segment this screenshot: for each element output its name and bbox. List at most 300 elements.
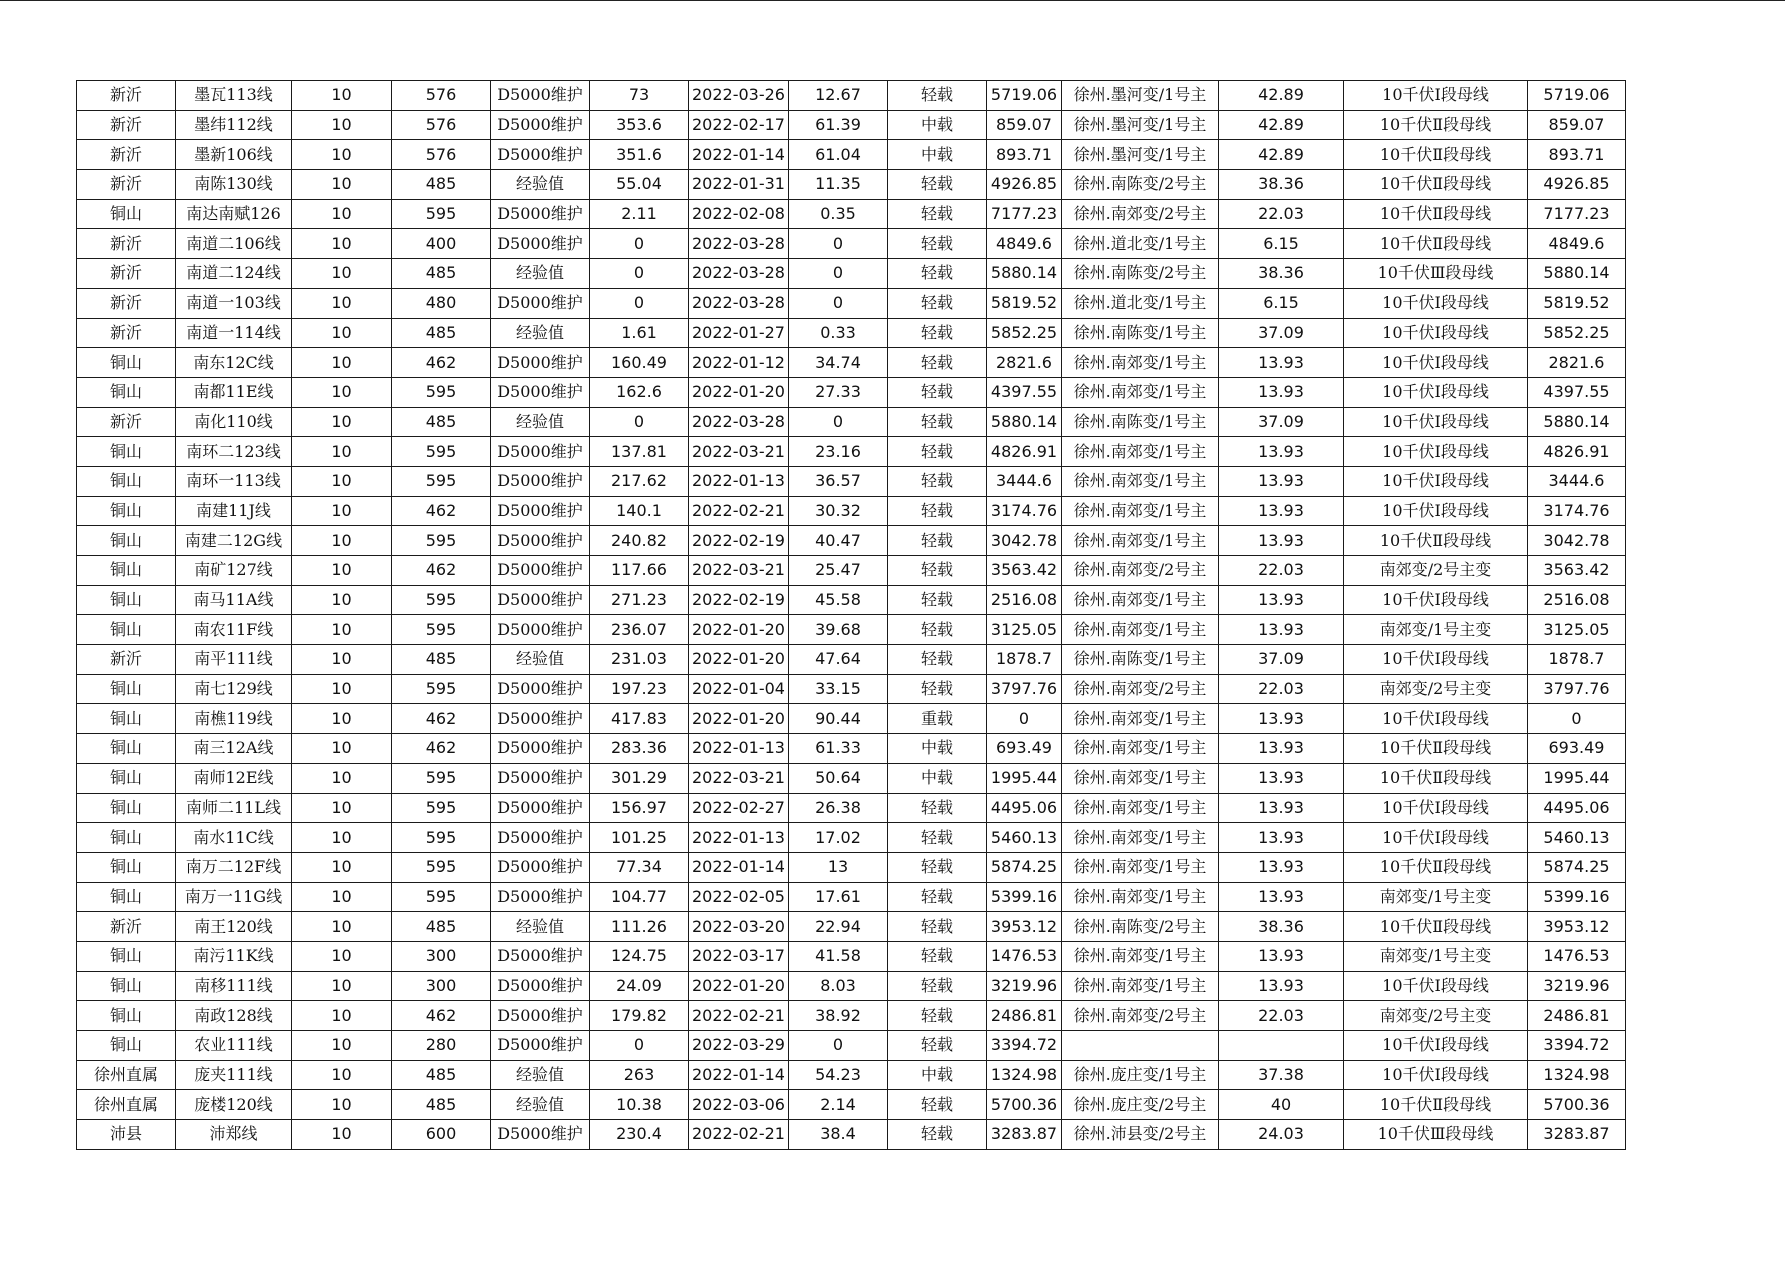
line-name-cell: 南樵119线	[176, 704, 292, 734]
line-name-cell: 南移111线	[176, 971, 292, 1001]
table-row	[77, 81, 1626, 111]
voltage-cell: 10	[292, 763, 392, 793]
rated-current-cell: 595	[392, 466, 491, 496]
capacity-cell: 5852.25	[1528, 318, 1626, 348]
transformer-load-rate-cell: 24.03	[1219, 1120, 1344, 1150]
transformer-cell: 徐州.南陈变/1号主	[1062, 407, 1219, 437]
table-row	[77, 437, 1626, 467]
load-rate-cell: 0	[789, 407, 888, 437]
capacity-cell: 1324.98	[1528, 1060, 1626, 1090]
current-cell: 240.82	[590, 526, 689, 556]
transformer-load-rate-cell: 13.93	[1219, 882, 1344, 912]
transformer-load-rate-cell: 13.93	[1219, 763, 1344, 793]
busbar-cell: 南郊变/2号主变	[1344, 674, 1528, 704]
date-cell: 2022-01-31	[689, 170, 789, 200]
busbar-cell: 南郊变/1号主变	[1344, 941, 1528, 971]
top-rule	[0, 0, 1785, 1]
voltage-cell: 10	[292, 1060, 392, 1090]
current-cell: 162.6	[590, 377, 689, 407]
available-capacity-cell: 1324.98	[987, 1060, 1062, 1090]
line-name-cell: 南三12A线	[176, 734, 292, 764]
date-cell: 2022-01-04	[689, 674, 789, 704]
date-cell: 2022-01-13	[689, 734, 789, 764]
load-rate-cell: 36.57	[789, 466, 888, 496]
load-rate-cell: 22.94	[789, 912, 888, 942]
date-cell: 2022-01-14	[689, 140, 789, 170]
transformer-load-rate-cell: 42.89	[1219, 110, 1344, 140]
line-name-cell: 南师12E线	[176, 763, 292, 793]
table-row	[77, 1090, 1626, 1120]
table-row	[77, 556, 1626, 586]
available-capacity-cell: 5399.16	[987, 882, 1062, 912]
county-cell: 徐州直属	[77, 1090, 176, 1120]
date-cell: 2022-01-14	[689, 1060, 789, 1090]
line-name-cell: 庞楼120线	[176, 1090, 292, 1120]
county-cell: 铜山	[77, 466, 176, 496]
source-cell: D5000维护	[491, 466, 590, 496]
county-cell: 铜山	[77, 793, 176, 823]
date-cell: 2022-03-06	[689, 1090, 789, 1120]
capacity-cell: 5819.52	[1528, 288, 1626, 318]
busbar-cell: 10千伏Ⅰ段母线	[1344, 81, 1528, 111]
transformer-load-rate-cell: 13.93	[1219, 526, 1344, 556]
transformer-cell: 徐州.墨河变/1号主	[1062, 140, 1219, 170]
load-level-cell: 轻载	[888, 437, 987, 467]
current-cell: 1.61	[590, 318, 689, 348]
busbar-cell: 10千伏Ⅰ段母线	[1344, 704, 1528, 734]
date-cell: 2022-01-27	[689, 318, 789, 348]
voltage-cell: 10	[292, 170, 392, 200]
source-cell: D5000维护	[491, 615, 590, 645]
transformer-load-rate-cell: 42.89	[1219, 140, 1344, 170]
transformer-cell: 徐州.墨河变/1号主	[1062, 110, 1219, 140]
county-cell: 铜山	[77, 882, 176, 912]
busbar-cell: 10千伏Ⅰ段母线	[1344, 288, 1528, 318]
busbar-cell: 10千伏Ⅰ段母线	[1344, 971, 1528, 1001]
line-name-cell: 南七129线	[176, 674, 292, 704]
busbar-cell: 10千伏Ⅰ段母线	[1344, 407, 1528, 437]
available-capacity-cell: 5700.36	[987, 1090, 1062, 1120]
available-capacity-cell: 5460.13	[987, 823, 1062, 853]
capacity-cell: 859.07	[1528, 110, 1626, 140]
current-cell: 351.6	[590, 140, 689, 170]
county-cell: 铜山	[77, 704, 176, 734]
load-rate-cell: 39.68	[789, 615, 888, 645]
voltage-cell: 10	[292, 1001, 392, 1031]
transformer-cell: 徐州.南郊变/1号主	[1062, 852, 1219, 882]
source-cell: D5000维护	[491, 496, 590, 526]
voltage-cell: 10	[292, 496, 392, 526]
current-cell: 117.66	[590, 556, 689, 586]
busbar-cell: 10千伏Ⅲ段母线	[1344, 259, 1528, 289]
current-cell: 301.29	[590, 763, 689, 793]
voltage-cell: 10	[292, 348, 392, 378]
busbar-cell: 10千伏Ⅰ段母线	[1344, 585, 1528, 615]
load-rate-cell: 30.32	[789, 496, 888, 526]
busbar-cell: 10千伏Ⅰ段母线	[1344, 466, 1528, 496]
transformer-load-rate-cell: 22.03	[1219, 199, 1344, 229]
line-name-cell: 南矿127线	[176, 556, 292, 586]
transformer-cell: 徐州.庞庄变/2号主	[1062, 1090, 1219, 1120]
transformer-load-rate-cell: 13.93	[1219, 704, 1344, 734]
transformer-cell: 徐州.南郊变/1号主	[1062, 704, 1219, 734]
voltage-cell: 10	[292, 526, 392, 556]
county-cell: 新沂	[77, 288, 176, 318]
source-cell: D5000维护	[491, 823, 590, 853]
capacity-cell: 893.71	[1528, 140, 1626, 170]
current-cell: 111.26	[590, 912, 689, 942]
county-cell: 铜山	[77, 763, 176, 793]
transformer-cell: 徐州.南郊变/2号主	[1062, 556, 1219, 586]
source-cell: D5000维护	[491, 763, 590, 793]
table-row	[77, 912, 1626, 942]
table-row	[77, 288, 1626, 318]
date-cell: 2022-02-27	[689, 793, 789, 823]
capacity-cell: 0	[1528, 704, 1626, 734]
available-capacity-cell: 3444.6	[987, 466, 1062, 496]
rated-current-cell: 485	[392, 170, 491, 200]
load-rate-cell: 0	[789, 229, 888, 259]
county-cell: 铜山	[77, 437, 176, 467]
rated-current-cell: 485	[392, 407, 491, 437]
county-cell: 铜山	[77, 526, 176, 556]
busbar-cell: 10千伏Ⅰ段母线	[1344, 1031, 1528, 1061]
capacity-cell: 5399.16	[1528, 882, 1626, 912]
available-capacity-cell: 1476.53	[987, 941, 1062, 971]
current-cell: 73	[590, 81, 689, 111]
rated-current-cell: 595	[392, 882, 491, 912]
load-level-cell: 轻载	[888, 615, 987, 645]
county-cell: 新沂	[77, 170, 176, 200]
current-cell: 271.23	[590, 585, 689, 615]
load-rate-cell: 47.64	[789, 645, 888, 675]
transformer-load-rate-cell: 13.93	[1219, 823, 1344, 853]
load-rate-cell: 41.58	[789, 941, 888, 971]
table-row	[77, 259, 1626, 289]
rated-current-cell: 485	[392, 912, 491, 942]
county-cell: 新沂	[77, 407, 176, 437]
transformer-load-rate-cell: 13.93	[1219, 941, 1344, 971]
table-row	[77, 318, 1626, 348]
transformer-cell: 徐州.南郊变/1号主	[1062, 734, 1219, 764]
capacity-cell: 3953.12	[1528, 912, 1626, 942]
source-cell: D5000维护	[491, 437, 590, 467]
capacity-cell: 4926.85	[1528, 170, 1626, 200]
table-row	[77, 971, 1626, 1001]
date-cell: 2022-01-20	[689, 645, 789, 675]
available-capacity-cell: 4397.55	[987, 377, 1062, 407]
rated-current-cell: 576	[392, 110, 491, 140]
date-cell: 2022-03-17	[689, 941, 789, 971]
source-cell: D5000维护	[491, 585, 590, 615]
voltage-cell: 10	[292, 823, 392, 853]
date-cell: 2022-02-05	[689, 882, 789, 912]
source-cell: D5000维护	[491, 734, 590, 764]
available-capacity-cell: 3797.76	[987, 674, 1062, 704]
transformer-load-rate-cell: 38.36	[1219, 170, 1344, 200]
county-cell: 新沂	[77, 110, 176, 140]
source-cell: D5000维护	[491, 1120, 590, 1150]
table-row	[77, 170, 1626, 200]
voltage-cell: 10	[292, 377, 392, 407]
capacity-cell: 4495.06	[1528, 793, 1626, 823]
date-cell: 2022-02-17	[689, 110, 789, 140]
rated-current-cell: 485	[392, 645, 491, 675]
load-level-cell: 轻载	[888, 1120, 987, 1150]
transformer-load-rate-cell: 6.15	[1219, 288, 1344, 318]
load-level-cell: 轻载	[888, 318, 987, 348]
transformer-cell: 徐州.南陈变/2号主	[1062, 170, 1219, 200]
load-level-cell: 轻载	[888, 941, 987, 971]
capacity-cell: 5700.36	[1528, 1090, 1626, 1120]
table-row	[77, 496, 1626, 526]
rated-current-cell: 595	[392, 823, 491, 853]
current-cell: 124.75	[590, 941, 689, 971]
capacity-cell: 4397.55	[1528, 377, 1626, 407]
county-cell: 铜山	[77, 823, 176, 853]
busbar-cell: 10千伏Ⅱ段母线	[1344, 1090, 1528, 1120]
source-cell: D5000维护	[491, 941, 590, 971]
date-cell: 2022-01-20	[689, 615, 789, 645]
source-cell: D5000维护	[491, 1031, 590, 1061]
load-level-cell: 中载	[888, 734, 987, 764]
table-row	[77, 645, 1626, 675]
current-cell: 156.97	[590, 793, 689, 823]
capacity-cell: 2821.6	[1528, 348, 1626, 378]
county-cell: 铜山	[77, 971, 176, 1001]
transformer-load-rate-cell: 13.93	[1219, 466, 1344, 496]
busbar-cell: 10千伏Ⅰ段母线	[1344, 823, 1528, 853]
capacity-cell: 1878.7	[1528, 645, 1626, 675]
load-rate-cell: 40.47	[789, 526, 888, 556]
busbar-cell: 10千伏Ⅱ段母线	[1344, 526, 1528, 556]
capacity-cell: 3394.72	[1528, 1031, 1626, 1061]
date-cell: 2022-01-14	[689, 852, 789, 882]
line-name-cell: 南达南赋126	[176, 199, 292, 229]
source-cell: 经验值	[491, 912, 590, 942]
load-level-cell: 轻载	[888, 288, 987, 318]
transformer-cell: 徐州.南郊变/1号主	[1062, 793, 1219, 823]
transformer-load-rate-cell: 22.03	[1219, 1001, 1344, 1031]
source-cell: D5000维护	[491, 81, 590, 111]
available-capacity-cell: 3394.72	[987, 1031, 1062, 1061]
load-level-cell: 轻载	[888, 1090, 987, 1120]
load-level-cell: 轻载	[888, 348, 987, 378]
load-level-cell: 轻载	[888, 556, 987, 586]
transformer-load-rate-cell: 22.03	[1219, 674, 1344, 704]
current-cell: 283.36	[590, 734, 689, 764]
current-cell: 0	[590, 229, 689, 259]
voltage-cell: 10	[292, 140, 392, 170]
transformer-load-rate-cell: 38.36	[1219, 912, 1344, 942]
rated-current-cell: 400	[392, 229, 491, 259]
source-cell: D5000维护	[491, 793, 590, 823]
transformer-cell: 徐州.南郊变/1号主	[1062, 615, 1219, 645]
voltage-cell: 10	[292, 318, 392, 348]
load-level-cell: 轻载	[888, 377, 987, 407]
current-cell: 160.49	[590, 348, 689, 378]
capacity-cell: 7177.23	[1528, 199, 1626, 229]
available-capacity-cell: 2486.81	[987, 1001, 1062, 1031]
county-cell: 铜山	[77, 1001, 176, 1031]
load-rate-cell: 13	[789, 852, 888, 882]
transformer-load-rate-cell	[1219, 1031, 1344, 1061]
date-cell: 2022-02-21	[689, 496, 789, 526]
capacity-cell: 3174.76	[1528, 496, 1626, 526]
transformer-cell: 徐州.南郊变/1号主	[1062, 496, 1219, 526]
current-cell: 101.25	[590, 823, 689, 853]
rated-current-cell: 595	[392, 852, 491, 882]
line-name-cell: 南平111线	[176, 645, 292, 675]
load-rate-cell: 11.35	[789, 170, 888, 200]
table-row	[77, 110, 1626, 140]
rated-current-cell: 485	[392, 1060, 491, 1090]
transformer-load-rate-cell: 13.93	[1219, 585, 1344, 615]
table-row	[77, 229, 1626, 259]
transformer-cell: 徐州.南陈变/2号主	[1062, 912, 1219, 942]
date-cell: 2022-03-21	[689, 763, 789, 793]
source-cell: D5000维护	[491, 882, 590, 912]
county-cell: 铜山	[77, 199, 176, 229]
county-cell: 铜山	[77, 674, 176, 704]
available-capacity-cell: 5880.14	[987, 259, 1062, 289]
line-name-cell: 南农11F线	[176, 615, 292, 645]
available-capacity-cell: 5719.06	[987, 81, 1062, 111]
source-cell: D5000维护	[491, 704, 590, 734]
load-rate-cell: 26.38	[789, 793, 888, 823]
source-cell: D5000维护	[491, 1001, 590, 1031]
capacity-cell: 3444.6	[1528, 466, 1626, 496]
available-capacity-cell: 5874.25	[987, 852, 1062, 882]
load-level-cell: 重载	[888, 704, 987, 734]
busbar-cell: 10千伏Ⅰ段母线	[1344, 793, 1528, 823]
busbar-cell: 南郊变/2号主变	[1344, 556, 1528, 586]
voltage-cell: 10	[292, 110, 392, 140]
county-cell: 新沂	[77, 229, 176, 259]
line-name-cell: 墨瓦113线	[176, 81, 292, 111]
voltage-cell: 10	[292, 466, 392, 496]
capacity-cell: 693.49	[1528, 734, 1626, 764]
current-cell: 2.11	[590, 199, 689, 229]
load-rate-cell: 23.16	[789, 437, 888, 467]
voltage-cell: 10	[292, 941, 392, 971]
available-capacity-cell: 3125.05	[987, 615, 1062, 645]
load-level-cell: 轻载	[888, 971, 987, 1001]
transformer-cell: 徐州.墨河变/1号主	[1062, 81, 1219, 111]
line-name-cell: 墨纬112线	[176, 110, 292, 140]
transformer-load-rate-cell: 13.93	[1219, 437, 1344, 467]
current-cell: 0	[590, 259, 689, 289]
transformer-cell: 徐州.南郊变/1号主	[1062, 763, 1219, 793]
available-capacity-cell: 3283.87	[987, 1120, 1062, 1150]
load-rate-cell: 0.35	[789, 199, 888, 229]
source-cell: D5000维护	[491, 288, 590, 318]
current-cell: 217.62	[590, 466, 689, 496]
date-cell: 2022-01-13	[689, 823, 789, 853]
busbar-cell: 南郊变/1号主变	[1344, 615, 1528, 645]
load-rate-cell: 0	[789, 259, 888, 289]
transformer-load-rate-cell: 13.93	[1219, 793, 1344, 823]
capacity-cell: 3125.05	[1528, 615, 1626, 645]
rated-current-cell: 595	[392, 793, 491, 823]
load-rate-cell: 27.33	[789, 377, 888, 407]
transformer-cell: 徐州.道北变/1号主	[1062, 229, 1219, 259]
line-name-cell: 南道一103线	[176, 288, 292, 318]
capacity-cell: 3219.96	[1528, 971, 1626, 1001]
busbar-cell: 10千伏Ⅱ段母线	[1344, 170, 1528, 200]
line-name-cell: 农业111线	[176, 1031, 292, 1061]
line-name-cell: 南都11E线	[176, 377, 292, 407]
county-cell: 铜山	[77, 615, 176, 645]
source-cell: D5000维护	[491, 110, 590, 140]
transformer-cell	[1062, 1031, 1219, 1061]
transformer-cell: 徐州.南郊变/1号主	[1062, 466, 1219, 496]
transformer-cell: 徐州.南郊变/2号主	[1062, 1001, 1219, 1031]
voltage-cell: 10	[292, 1090, 392, 1120]
load-level-cell: 轻载	[888, 199, 987, 229]
capacity-cell: 4826.91	[1528, 437, 1626, 467]
available-capacity-cell: 7177.23	[987, 199, 1062, 229]
voltage-cell: 10	[292, 971, 392, 1001]
load-level-cell: 中载	[888, 110, 987, 140]
busbar-cell: 10千伏Ⅲ段母线	[1344, 1120, 1528, 1150]
load-rate-cell: 38.92	[789, 1001, 888, 1031]
current-cell: 55.04	[590, 170, 689, 200]
busbar-cell: 10千伏Ⅱ段母线	[1344, 229, 1528, 259]
date-cell: 2022-02-21	[689, 1001, 789, 1031]
date-cell: 2022-01-12	[689, 348, 789, 378]
rated-current-cell: 595	[392, 615, 491, 645]
table-row	[77, 615, 1626, 645]
table-row	[77, 466, 1626, 496]
available-capacity-cell: 5819.52	[987, 288, 1062, 318]
source-cell: D5000维护	[491, 348, 590, 378]
load-level-cell: 轻载	[888, 585, 987, 615]
voltage-cell: 10	[292, 1031, 392, 1061]
county-cell: 铜山	[77, 941, 176, 971]
available-capacity-cell: 1995.44	[987, 763, 1062, 793]
capacity-cell: 1995.44	[1528, 763, 1626, 793]
voltage-cell: 10	[292, 882, 392, 912]
available-capacity-cell: 859.07	[987, 110, 1062, 140]
capacity-cell: 2516.08	[1528, 585, 1626, 615]
capacity-cell: 5880.14	[1528, 259, 1626, 289]
table-row	[77, 1120, 1626, 1150]
date-cell: 2022-03-28	[689, 229, 789, 259]
county-cell: 新沂	[77, 645, 176, 675]
voltage-cell: 10	[292, 437, 392, 467]
capacity-cell: 3042.78	[1528, 526, 1626, 556]
rated-current-cell: 595	[392, 377, 491, 407]
load-rate-cell: 54.23	[789, 1060, 888, 1090]
load-rate-cell: 50.64	[789, 763, 888, 793]
current-cell: 353.6	[590, 110, 689, 140]
load-rate-cell: 90.44	[789, 704, 888, 734]
transformer-cell: 徐州.南郊变/1号主	[1062, 971, 1219, 1001]
current-cell: 10.38	[590, 1090, 689, 1120]
date-cell: 2022-02-21	[689, 1120, 789, 1150]
rated-current-cell: 595	[392, 674, 491, 704]
load-level-cell: 中载	[888, 140, 987, 170]
capacity-cell: 4849.6	[1528, 229, 1626, 259]
date-cell: 2022-03-28	[689, 288, 789, 318]
table-row	[77, 140, 1626, 170]
table-row	[77, 763, 1626, 793]
line-name-cell: 南道二124线	[176, 259, 292, 289]
transformer-cell: 徐州.南郊变/1号主	[1062, 823, 1219, 853]
table-row	[77, 852, 1626, 882]
table-row	[77, 823, 1626, 853]
